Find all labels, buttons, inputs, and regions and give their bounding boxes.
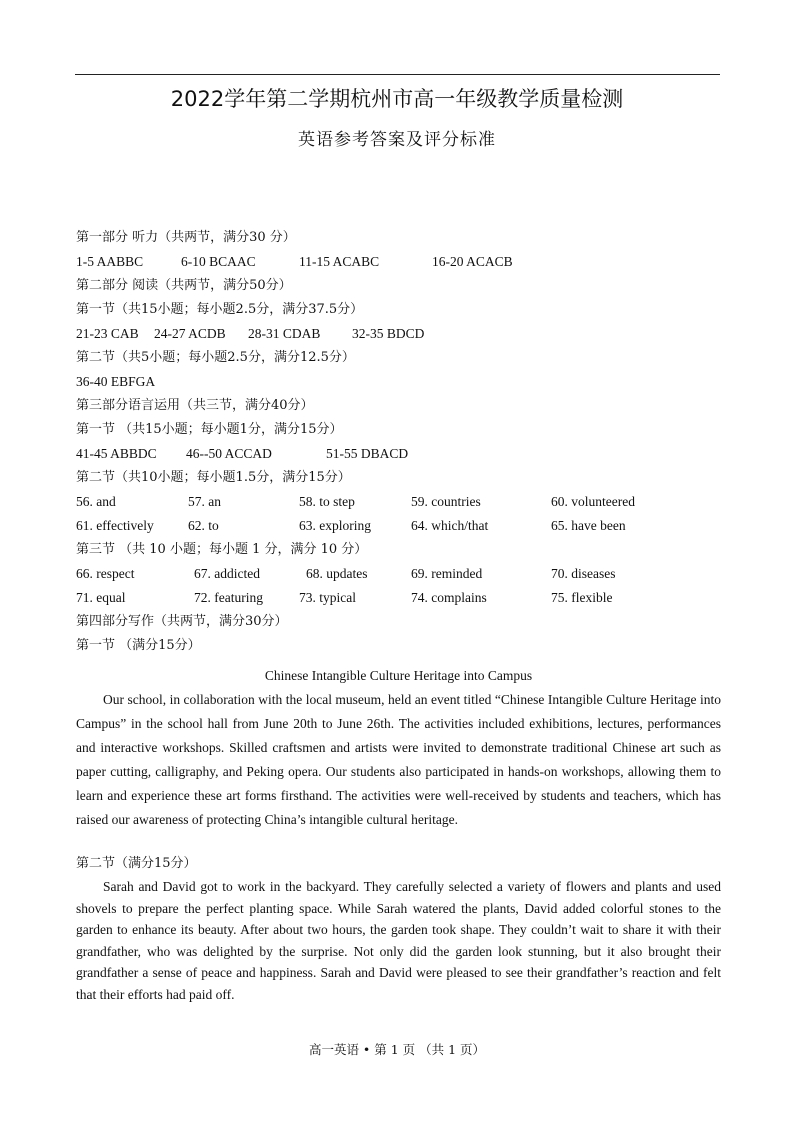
answer-item: 73. typical: [299, 590, 356, 605]
story-body: Sarah and David got to work in the backyard. They carefully selected a variety of flowers and plants and used shovels to prepare the perfect planting space. While Sarah watered the plants, David added colorful stones to the garden to enhance its beauty. After about two hours, the garden took shape. They couldn’t wait to share it with their grandfather, who was delighted by the surprise. Not only did the garden look stunning, but it also brought their grandfather a sense of peace and happiness. Sarah and David were pleased to see their grandfather’s reaction and felt that their efforts had paid off.: [76, 879, 721, 1002]
answer-item: 69. reminded: [411, 566, 483, 581]
answer-item: 65. have been: [551, 518, 626, 533]
answer-group: 21-23 CAB: [76, 326, 139, 341]
answer-item: 71. equal: [76, 590, 126, 605]
part3-sec2-row: [76, 514, 721, 538]
part2-sec1-heading: 第一节（共15小题；每小题2.5分，满分37.5分）: [76, 302, 364, 317]
answer-item: 64. which/that: [411, 518, 489, 533]
answer-item: 70. diseases: [551, 566, 616, 581]
essay-title: Chinese Intangible Culture Heritage into Campus: [264, 668, 533, 683]
answer-group: 41-45 ABBDC: [76, 446, 157, 461]
part4-sec2-heading: 第二节（满分15分）: [76, 856, 197, 871]
answer-item: 62. to: [188, 518, 219, 533]
answer-item: 59. countries: [411, 494, 481, 509]
top-rule: [75, 74, 720, 75]
part3-sec3-row: [76, 562, 721, 586]
answer-item: 63. exploring: [299, 518, 371, 533]
page-footer: 高一英语 • 第 1 页 （共 1 页）: [308, 1042, 486, 1057]
part3-sec1-heading: 第一节 （共15小题；每小题1分，满分15分）: [76, 422, 343, 437]
part1-heading: 第一部分 听力（共两节，满分30 分）: [76, 230, 296, 245]
part4-sec1-heading: 第一节 （满分15分）: [76, 638, 201, 653]
answer-item: 60. volunteered: [551, 494, 635, 509]
answer-group: 16-20 ACACB: [432, 254, 513, 269]
part2-sec2-answers: 36-40 EBFGA: [76, 374, 156, 389]
part3-sec1-answers: [76, 442, 721, 466]
answer-item: 57. an: [188, 494, 221, 509]
part2-sec2-heading: 第二节（共5小题；每小题2.5分，满分12.5分）: [76, 350, 355, 365]
answer-key-content: [76, 226, 721, 1005]
essay-body: Our school, in collaboration with the local museum, held an event titled “Chinese Intangible Culture Heritage into Campus” in the school hall from June 20th to June 26th. The activities included exhibitions, lectures, performances and interactive workshops. Skilled craftsmen and artists were invited to demonstrate traditional Chinese art such as paper cutting, calligraphy, and Peking opera. Our students also participated in hands-on workshops, allowing them to learn and experience these art forms firsthand. The activities were well-received by students and teachers, which has raised our awareness of protecting China’s intangible cultural heritage.: [76, 692, 721, 827]
part1-answers: [76, 250, 721, 274]
answer-group: 6-10 BCAAC: [181, 254, 256, 269]
answer-group: 1-5 AABBC: [76, 254, 144, 269]
part3-sec2-heading: 第二节（共10小题；每小题1.5分，满分15分）: [76, 470, 351, 485]
answer-group: 32-35 BDCD: [352, 326, 425, 341]
answer-group: 24-27 ACDB: [154, 326, 226, 341]
part3-sec2-row: [76, 490, 721, 514]
answer-item: 67. addicted: [194, 566, 260, 581]
spacer: [76, 832, 721, 852]
part2-heading: 第二部分 阅读（共两节，满分50分）: [76, 278, 292, 293]
answer-group: 51-55 DBACD: [326, 446, 409, 461]
part3-heading: 第三部分语言运用（共三节，满分40分）: [76, 398, 314, 413]
page-title: 2022学年第二学期杭州市高一年级教学质量检测: [170, 87, 624, 111]
answer-group: 11-15 ACABC: [299, 254, 380, 269]
answer-item: 74. complains: [411, 590, 487, 605]
answer-item: 56. and: [76, 494, 116, 509]
answer-group: 46--50 ACCAD: [186, 446, 272, 461]
answer-item: 68. updates: [306, 566, 368, 581]
answer-item: 75. flexible: [551, 590, 613, 605]
answer-item: 66. respect: [76, 566, 135, 581]
answer-group: 28-31 CDAB: [248, 326, 321, 341]
answer-item: 61. effectively: [76, 518, 154, 533]
part4-heading: 第四部分写作（共两节，满分30分）: [76, 614, 288, 629]
page-subtitle: 英语参考答案及评分标准: [298, 130, 496, 150]
part3-sec3-row: [76, 586, 721, 610]
answer-item: 58. to step: [299, 494, 355, 509]
part2-sec1-answers: [76, 322, 721, 346]
part3-sec3-heading: 第三节 （共 10 小题；每小题 1 分，满分 10 分）: [76, 542, 368, 557]
answer-item: 72. featuring: [194, 590, 263, 605]
